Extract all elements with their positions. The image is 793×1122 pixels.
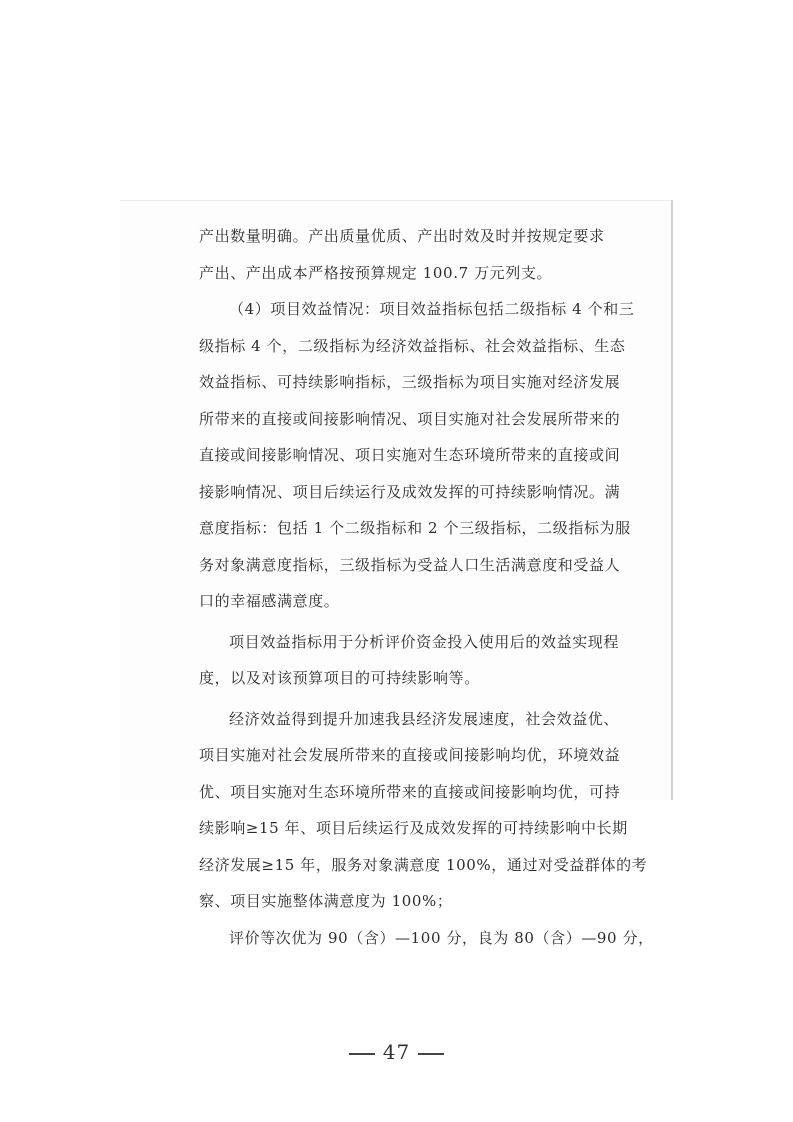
- page-number: 47: [382, 1040, 411, 1064]
- text-line: 级指标 4 个，二级指标为经济效益指标、社会效益指标、生态: [199, 336, 626, 355]
- paragraph-economic-benefit: [199, 701, 648, 920]
- text-line: 经济发展≥15 年，服务对象满意度 100%，通过对受益群体的考: [199, 855, 648, 874]
- text-line: 优、项目实施对生态环境所带来的直接或间接影响均优，可持: [199, 782, 621, 801]
- text-line: 意度指标：包括 1 个二级指标和 2 个三级指标，二级指标为服: [199, 519, 631, 537]
- text-line: 项目实施对社会发展所带来的直接或间接影响均优，环境效益: [199, 746, 621, 764]
- paragraph-indicator-purpose: [199, 624, 619, 697]
- text-line: 效益指标、可持续影响指标，三级指标为项目实施对经济发展: [199, 373, 621, 391]
- text-line: 续影响≥15 年、项目后续运行及成效发挥的可持续影响中长期: [199, 819, 628, 837]
- footer-dash-left: [349, 1053, 375, 1055]
- scan-edge-divider: [671, 200, 673, 800]
- text-line: 接影响情况、项目后续运行及成效发挥的可持续影响情况。满: [199, 482, 621, 501]
- text-line: 所带来的直接或间接影响情况、项目实施对社会发展所带来的: [199, 409, 621, 428]
- paragraph-evaluation-grades: [199, 920, 654, 957]
- text-line: 产出、产出成本严格按预算规定 100.7 万元列支。: [199, 263, 553, 282]
- text-line: 察、项目实施整体满意度为 100%；: [199, 892, 453, 910]
- footer-dash-right: [418, 1053, 444, 1055]
- text-line: 产出数量明确。产出质量优质、产出时效及时并按规定要求: [199, 227, 605, 245]
- document-body: [199, 218, 654, 956]
- text-line: 度，以及对该预算项目的可持续影响等。: [199, 669, 480, 687]
- text-line: 口的幸福感满意度。: [199, 592, 340, 610]
- text-line: 评价等次优为 90（含）—100 分，良为 80（含）—90 分，: [229, 928, 654, 947]
- text-line: 项目效益指标用于分析评价资金投入使用后的效益实现程: [229, 632, 620, 651]
- text-line: 直接或间接影响情况、项日实施对生态环境所带来的直接或间: [199, 446, 621, 464]
- paragraph-output-quality: [199, 218, 619, 291]
- text-line: （4）项目效益情况：项目效益指标包括二级指标 4 个和三: [229, 300, 635, 318]
- page-footer: [0, 1040, 793, 1064]
- text-line: 务对象满意度指标，三级指标为受益人口生活满意度和受益人: [199, 555, 621, 574]
- paragraph-benefit-indicators: [199, 291, 635, 620]
- text-line: 经济效益得到提升加速我县经济发展速度，社会效益优、: [229, 709, 620, 728]
